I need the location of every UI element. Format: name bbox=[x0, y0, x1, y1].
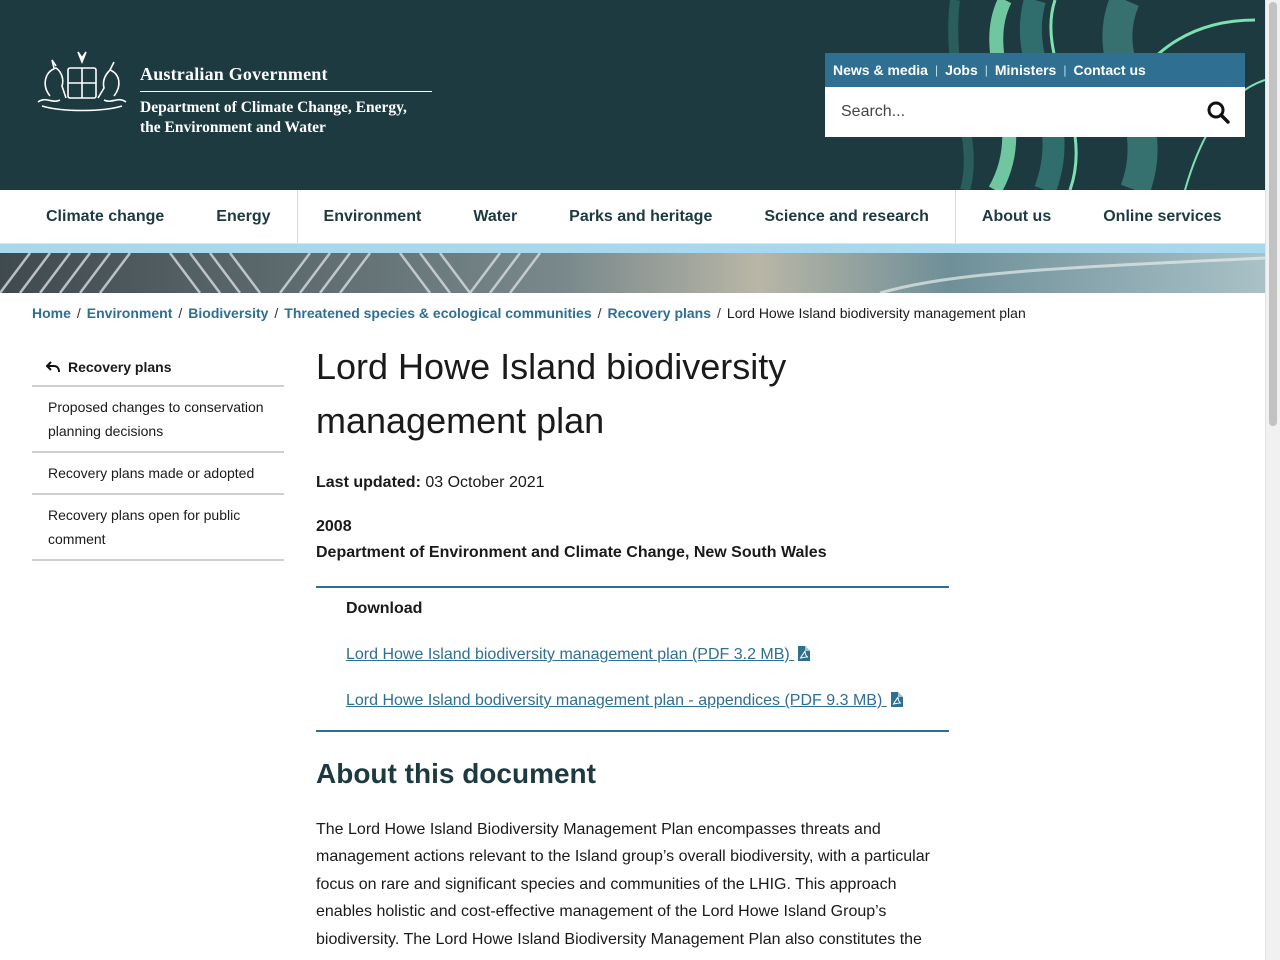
breadcrumb-separator: / bbox=[76, 305, 81, 321]
government-name: Australian Government bbox=[140, 64, 432, 92]
sidebar-item-made-or-adopted[interactable]: Recovery plans made or adopted bbox=[32, 453, 284, 495]
breadcrumb-current: Lord Howe Island biodiversity management plan bbox=[726, 305, 1026, 321]
last-updated-label: Last updated: bbox=[316, 474, 421, 491]
utility-nav bbox=[825, 53, 1245, 87]
pdf-file-icon bbox=[890, 692, 903, 707]
utility-link-news-media[interactable]: News & media bbox=[833, 62, 928, 78]
utility-link-contact-us[interactable]: Contact us bbox=[1073, 62, 1146, 78]
search-icon bbox=[1206, 100, 1230, 124]
site-header bbox=[0, 0, 1265, 190]
search-input[interactable] bbox=[825, 88, 1185, 136]
breadcrumb-separator: / bbox=[274, 305, 279, 321]
utility-separator: | bbox=[1063, 63, 1067, 77]
breadcrumb-separator: / bbox=[178, 305, 183, 321]
utility-separator: | bbox=[934, 63, 939, 77]
logo-text bbox=[140, 64, 432, 138]
utility-link-jobs[interactable]: Jobs bbox=[945, 62, 978, 78]
sidebar-item-open-for-comment[interactable]: Recovery plans open for public comment bbox=[32, 495, 284, 561]
breadcrumb-link-recovery-plans[interactable]: Recovery plans bbox=[607, 305, 712, 321]
utility-separator: | bbox=[984, 63, 988, 77]
back-arrow-icon bbox=[46, 361, 60, 373]
last-updated-value: 03 October 2021 bbox=[425, 474, 545, 491]
coat-of-arms-icon bbox=[32, 46, 132, 120]
breadcrumb-link-home[interactable]: Home bbox=[32, 305, 71, 321]
sidebar-parent-link[interactable] bbox=[32, 350, 284, 387]
nav-item-environment[interactable]: Environment bbox=[323, 207, 422, 225]
breadcrumb-separator: / bbox=[717, 305, 721, 321]
main-nav bbox=[0, 190, 1265, 244]
nav-item-energy[interactable]: Energy bbox=[216, 207, 271, 225]
download-panel bbox=[316, 586, 949, 732]
nav-item-about-us[interactable]: About us bbox=[981, 207, 1052, 225]
section-heading: About this document bbox=[316, 758, 596, 789]
page-scrollbar[interactable] bbox=[1265, 0, 1280, 960]
breadcrumb-link-threatened-species[interactable]: Threatened species & ecological communities bbox=[284, 305, 592, 321]
publication-year: 2008 bbox=[316, 518, 352, 535]
nav-item-science-and-research[interactable]: Science and research bbox=[764, 207, 929, 225]
download-link-plan[interactable] bbox=[346, 646, 919, 664]
last-updated bbox=[316, 474, 949, 492]
download-link-appendices[interactable] bbox=[346, 692, 919, 710]
nav-accent-bar bbox=[0, 244, 1265, 253]
nav-item-parks-and-heritage[interactable]: Parks and heritage bbox=[569, 207, 713, 225]
department-name-line2: the Environment and Water bbox=[140, 119, 326, 136]
breadcrumb-link-environment[interactable]: Environment bbox=[86, 305, 173, 321]
breadcrumb bbox=[32, 305, 1026, 321]
page-title: Lord Howe Island biodiversity management plan bbox=[316, 346, 787, 441]
body-paragraph: The Lord Howe Island Biodiversity Management Plan encompasses threats and management actions relevant to the Island group’s overall biodiversity, with a particular focus on rare and significant species and communities of the LHIG. This approach enables holistic and cost-effective management of the Lord Howe Island Group’s biodiversity. The Lord Howe Island Biodiversity Management Plan also constitutes the bbox=[316, 821, 930, 948]
nav-item-climate-change[interactable]: Climate change bbox=[46, 207, 165, 225]
department-name bbox=[140, 98, 432, 138]
breadcrumb-separator: / bbox=[597, 305, 602, 321]
hero-banner-image bbox=[0, 253, 1265, 293]
site-logo[interactable] bbox=[32, 46, 432, 138]
sidebar-nav bbox=[32, 350, 284, 561]
utility-link-ministers[interactable]: Ministers bbox=[994, 62, 1057, 78]
department-name-line1: Department of Climate Change, Energy, bbox=[140, 99, 407, 116]
pdf-file-icon bbox=[797, 646, 810, 661]
breadcrumb-link-biodiversity[interactable]: Biodiversity bbox=[188, 305, 269, 321]
nav-item-water[interactable]: Water bbox=[473, 207, 518, 225]
sidebar-parent-label: Recovery plans bbox=[68, 359, 172, 375]
sidebar-item-proposed-changes[interactable]: Proposed changes to conservation planning decisions bbox=[32, 387, 284, 453]
publisher-organisation: Department of Environment and Climate Change, New South Wales bbox=[316, 544, 827, 561]
scrollbar-thumb[interactable] bbox=[1269, 2, 1277, 426]
download-heading: Download bbox=[346, 600, 423, 617]
search-button[interactable] bbox=[1205, 100, 1231, 126]
search-box bbox=[825, 87, 1245, 137]
nav-item-online-services[interactable]: Online services bbox=[1103, 207, 1222, 225]
main-content bbox=[316, 340, 949, 953]
download-link-label: Lord Howe Island biodiversity management plan (PDF 3.2 MB) bbox=[346, 646, 790, 663]
download-link-label: Lord Howe Island bodiversity management plan - appendices (PDF 9.3 MB) bbox=[346, 692, 883, 709]
